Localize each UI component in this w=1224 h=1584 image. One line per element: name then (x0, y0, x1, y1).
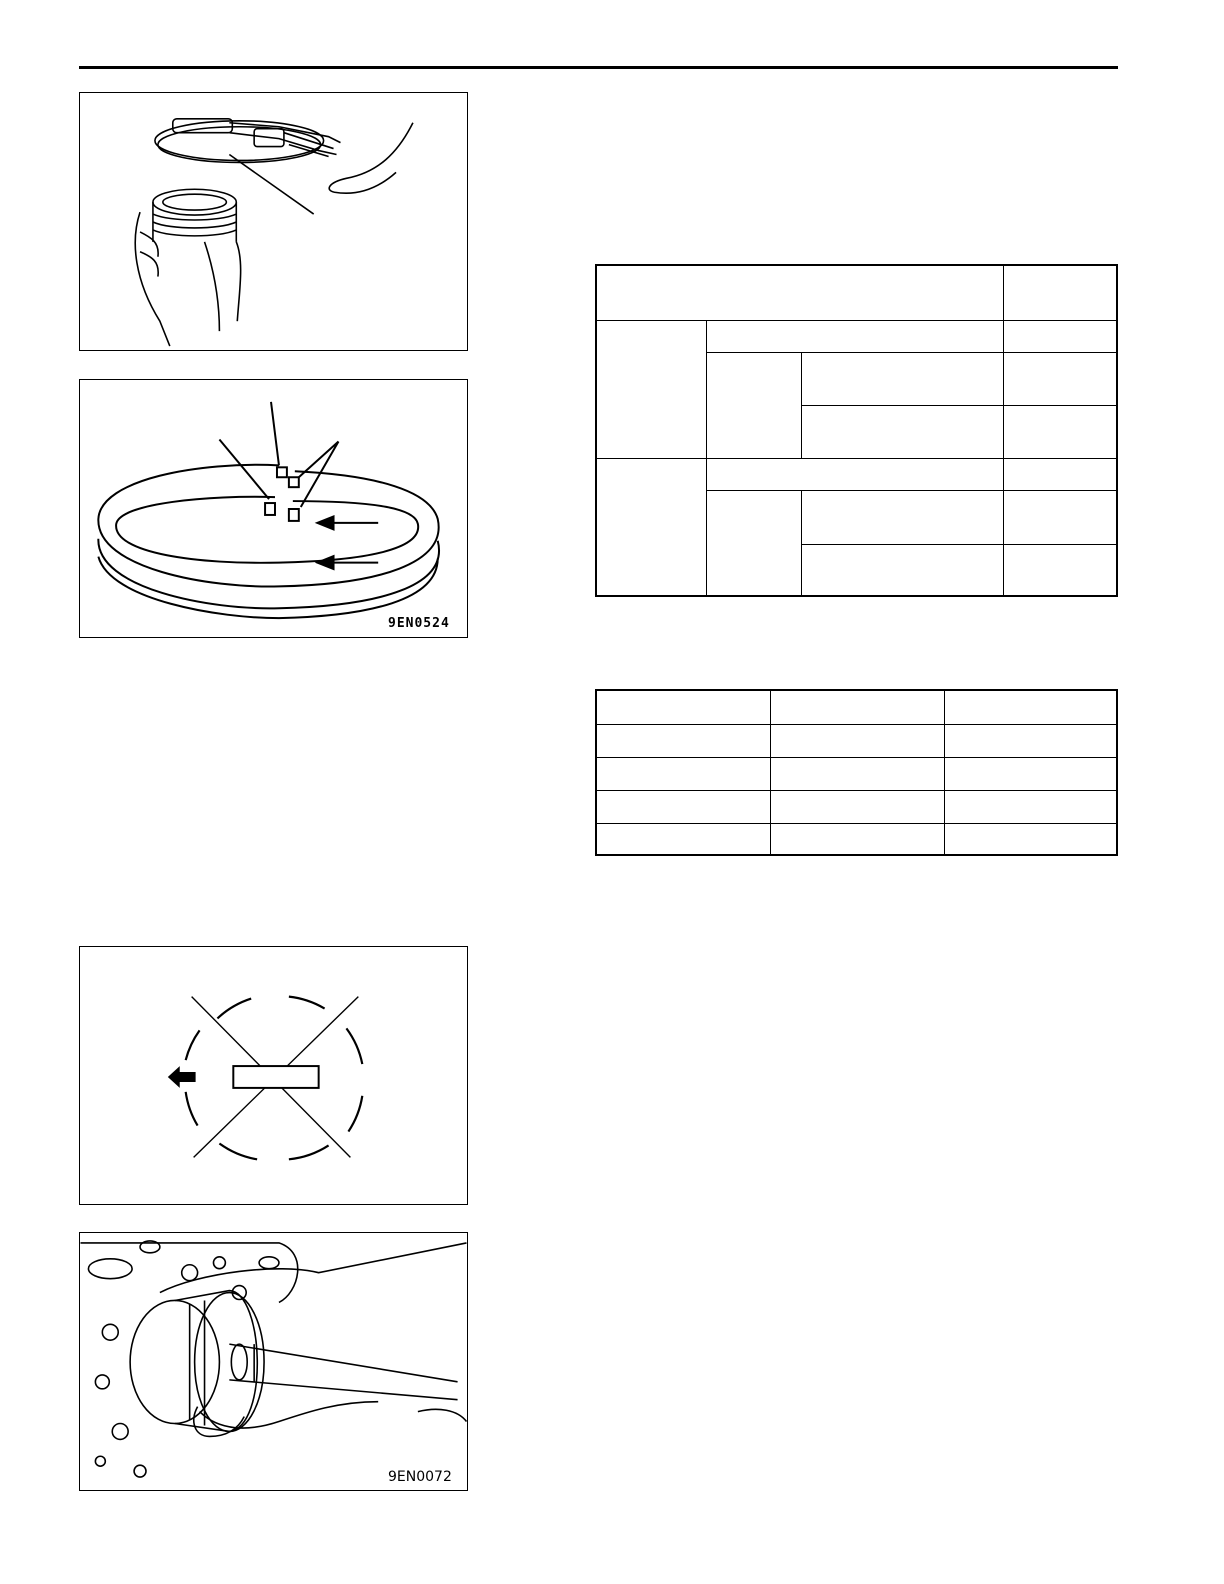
figure-piston-insertion (79, 1232, 468, 1491)
ring-gap-position-diagram (80, 947, 467, 1204)
grade-table (595, 689, 1118, 856)
spec-table (595, 264, 1118, 597)
figure-piston-ring-gaps (79, 379, 468, 638)
header-rule (79, 66, 1118, 69)
piston-insertion-illustration (80, 1233, 467, 1490)
piston-ring-gap-illustration (80, 380, 467, 637)
figure-code: 9EN0072 (388, 1469, 452, 1485)
piston-ring-expander-illustration (80, 93, 467, 350)
figure-ring-gap-positions (79, 946, 468, 1205)
figure-code: 9EN0524 (388, 616, 450, 631)
figure-piston-ring-expander (79, 92, 468, 351)
